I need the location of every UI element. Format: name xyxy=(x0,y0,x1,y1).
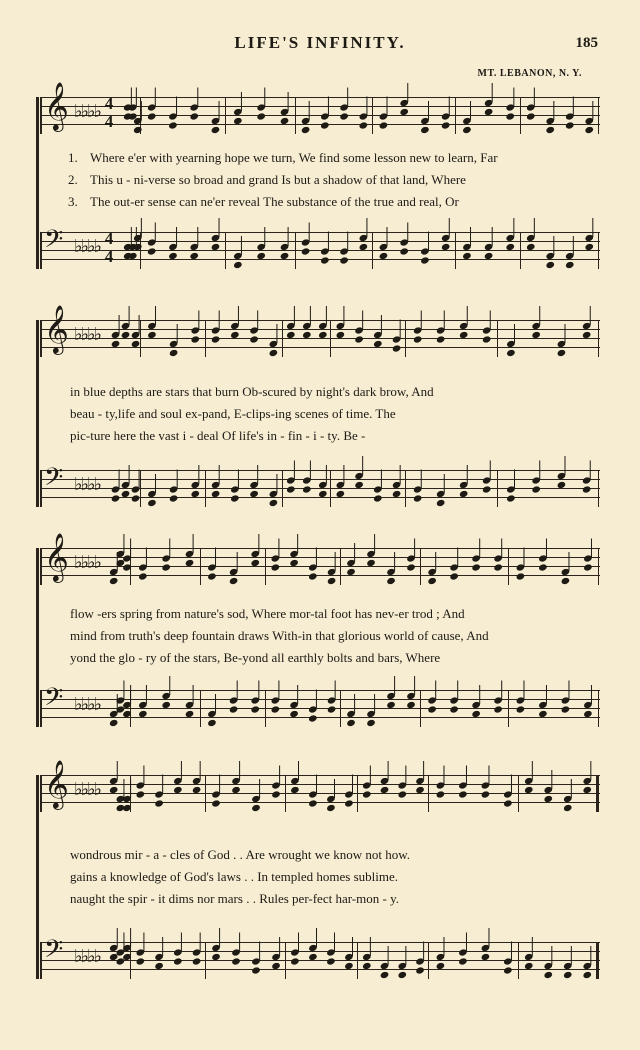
note-head xyxy=(336,490,346,498)
note-head xyxy=(503,966,513,974)
note-head xyxy=(373,494,383,502)
note-head xyxy=(524,786,534,794)
note-head xyxy=(318,331,328,339)
verse-number: 1. xyxy=(68,150,78,165)
note-head xyxy=(111,340,121,348)
note-head xyxy=(516,705,526,713)
note-head xyxy=(185,559,195,567)
note-head xyxy=(189,252,199,260)
time-top: 4 xyxy=(104,94,114,113)
note-head xyxy=(380,786,390,794)
note-head xyxy=(582,786,592,794)
note-head xyxy=(169,494,179,502)
note-head xyxy=(211,243,221,251)
note-head xyxy=(397,971,407,979)
note-head xyxy=(229,705,239,713)
note-head xyxy=(505,112,515,120)
note-head xyxy=(484,108,494,116)
note-head xyxy=(302,331,312,339)
note-head xyxy=(459,490,469,498)
note-head xyxy=(415,966,425,974)
lyric-line xyxy=(70,650,440,666)
note-head xyxy=(481,790,491,798)
note-head xyxy=(271,705,281,713)
lyric-line xyxy=(70,406,396,422)
note-head xyxy=(503,799,513,807)
note-head xyxy=(436,790,446,798)
note-head xyxy=(122,710,132,718)
note-head xyxy=(362,962,372,970)
note-head xyxy=(436,499,446,507)
note-head xyxy=(211,799,221,807)
note-group xyxy=(40,94,600,134)
bass-staff xyxy=(40,225,600,268)
note-group xyxy=(40,229,600,269)
note-head xyxy=(327,577,337,585)
note-head xyxy=(526,243,536,251)
note-head xyxy=(230,494,240,502)
note-head xyxy=(121,331,131,339)
note-head xyxy=(524,962,534,970)
note-head xyxy=(561,577,571,585)
note-head xyxy=(339,112,349,120)
note-head xyxy=(359,121,369,129)
note-head xyxy=(399,108,409,116)
lyric-text: gains a knowledge of God's laws . . In templed homes sublime. xyxy=(70,869,399,884)
note-group xyxy=(40,548,600,585)
lyric-text: Where e'er with yearning hope we turn, We find some lesson new to learn, Far xyxy=(90,150,498,165)
note-head xyxy=(161,563,171,571)
key-signature-flat-icon: ♭♭♭♭ xyxy=(74,779,100,800)
tune-attribution: MT. LEBANON, N. Y. xyxy=(477,68,582,79)
note-head xyxy=(286,485,296,493)
note-head xyxy=(386,577,396,585)
note-head xyxy=(354,335,364,343)
time-top: 4 xyxy=(104,229,114,248)
note-head xyxy=(413,494,423,502)
note-head xyxy=(462,126,472,134)
note-head xyxy=(420,126,430,134)
lyric-line xyxy=(70,891,399,907)
note-head xyxy=(302,485,312,493)
note-head xyxy=(543,795,553,803)
note-head xyxy=(233,117,243,125)
note-head xyxy=(373,340,383,348)
key-signature-flat-icon: ♭♭♭♭ xyxy=(74,236,100,257)
treble-clef-icon: 𝄞 xyxy=(44,532,69,581)
note-head xyxy=(344,962,354,970)
time-bottom: 4 xyxy=(104,247,114,266)
note-head xyxy=(538,563,548,571)
note-head xyxy=(427,705,437,713)
note-head xyxy=(131,340,141,348)
verse-number: 2. xyxy=(68,172,78,187)
note-head xyxy=(406,563,416,571)
note-group xyxy=(40,690,600,727)
note-head xyxy=(583,563,593,571)
note-head xyxy=(122,804,132,812)
note-head xyxy=(557,481,567,489)
treble-staff xyxy=(40,304,600,356)
note-head xyxy=(413,335,423,343)
note-head xyxy=(147,331,157,339)
note-head xyxy=(249,490,259,498)
note-head xyxy=(230,331,240,339)
note-head xyxy=(436,335,446,343)
note-head xyxy=(346,568,356,576)
lyric-text: This u - ni-verse so broad and grand Is but a shadow of that land, Where xyxy=(90,172,466,187)
key-signature-flat-icon: ♭♭♭♭ xyxy=(74,474,100,495)
note-head xyxy=(249,335,259,343)
note-head xyxy=(392,344,402,352)
note-head xyxy=(211,490,221,498)
note-head xyxy=(161,701,171,709)
note-head xyxy=(271,962,281,970)
bass-clef-icon: 𝄢 xyxy=(44,935,64,970)
key-signature-flat-icon: ♭♭♭♭ xyxy=(74,552,100,573)
note-head xyxy=(449,705,459,713)
note-head xyxy=(301,126,311,134)
note-head xyxy=(366,559,376,567)
note-head xyxy=(131,494,141,502)
lyric-text: wondrous mir - a - cles of God . . Are wrought we know not how. xyxy=(70,847,410,862)
note-head xyxy=(286,331,296,339)
note-head xyxy=(379,252,389,260)
note-head xyxy=(109,719,119,727)
note-head xyxy=(379,121,389,129)
verse-number: 3. xyxy=(68,194,78,209)
note-head xyxy=(147,112,157,120)
note-head xyxy=(399,247,409,255)
note-head xyxy=(168,121,178,129)
note-head xyxy=(326,957,336,965)
note-group xyxy=(40,320,600,357)
note-head xyxy=(386,701,396,709)
lyric-line xyxy=(68,172,466,188)
note-head xyxy=(484,252,494,260)
note-head xyxy=(190,490,200,498)
note-head xyxy=(505,243,515,251)
note-head xyxy=(320,256,330,264)
note-head xyxy=(185,710,195,718)
note-head xyxy=(441,121,451,129)
note-head xyxy=(397,790,407,798)
lyric-text: The out-er sense can ne'er reveal The substance of the true and real, Or xyxy=(90,194,459,209)
time-bottom: 4 xyxy=(104,112,114,131)
note-head xyxy=(308,799,318,807)
note-head xyxy=(109,786,119,794)
note-head xyxy=(584,243,594,251)
note-head xyxy=(346,719,356,727)
page-title: LIFE'S INFINITY. xyxy=(234,33,406,52)
note-head xyxy=(561,705,571,713)
bass-staff xyxy=(40,683,600,726)
treble-clef-icon: 𝄞 xyxy=(44,304,69,353)
lyric-text: naught the spir - it dims nor mars . . Rules per-fect har-mon - y. xyxy=(70,891,399,906)
lyric-text: in blue depths are stars that burn Ob-scured by night's dark brow, And xyxy=(70,384,434,399)
note-head xyxy=(147,499,157,507)
note-head xyxy=(380,971,390,979)
note-head xyxy=(493,705,503,713)
note-head xyxy=(289,710,299,718)
note-head xyxy=(289,559,299,567)
note-head xyxy=(308,953,318,961)
key-signature-flat-icon: ♭♭♭♭ xyxy=(74,946,100,967)
note-head xyxy=(471,710,481,718)
note-head xyxy=(133,126,143,134)
note-head xyxy=(359,243,369,251)
note-head xyxy=(543,971,553,979)
note-head xyxy=(169,349,179,357)
lyric-line xyxy=(70,384,434,400)
note-head xyxy=(462,252,472,260)
note-head xyxy=(192,957,202,965)
lyric-line xyxy=(70,847,410,863)
treble-clef-icon: 𝄞 xyxy=(44,81,69,130)
note-head xyxy=(415,786,425,794)
treble-staff xyxy=(40,81,600,133)
note-head xyxy=(354,481,364,489)
lyric-text: flow -ers spring from nature's sod, Where mor-tal foot has nev-er trod ; And xyxy=(70,606,465,621)
lyric-text: yond the glo - ry of the stars, Be-yond all earthly bolts and bars, Where xyxy=(70,650,441,665)
note-head xyxy=(256,252,266,260)
note-head xyxy=(251,804,261,812)
bass-staff xyxy=(40,935,600,978)
page-number: 185 xyxy=(575,35,598,51)
note-head xyxy=(192,786,202,794)
note-head xyxy=(189,112,199,120)
note-head xyxy=(339,256,349,264)
system-brace xyxy=(36,775,39,979)
note-head xyxy=(301,247,311,255)
note-head xyxy=(326,804,336,812)
note-head xyxy=(582,331,592,339)
note-head xyxy=(190,335,200,343)
lyric-line xyxy=(70,606,465,622)
note-head xyxy=(459,331,469,339)
key-signature-flat-icon: ♭♭♭♭ xyxy=(74,101,100,122)
note-head xyxy=(136,790,146,798)
note-head xyxy=(406,701,416,709)
note-head xyxy=(250,559,260,567)
lyric-line xyxy=(68,194,459,210)
note-head xyxy=(441,243,451,251)
note-head xyxy=(458,790,468,798)
treble-staff xyxy=(40,759,600,811)
note-head xyxy=(211,953,221,961)
note-head xyxy=(173,957,183,965)
note-head xyxy=(344,799,354,807)
note-head xyxy=(136,957,146,965)
note-head xyxy=(565,261,575,269)
bass-clef-icon: 𝄢 xyxy=(44,683,64,718)
note-head xyxy=(327,705,337,713)
note-head xyxy=(269,499,279,507)
note-head xyxy=(436,962,446,970)
note-head xyxy=(147,247,157,255)
note-head xyxy=(582,485,592,493)
note-head xyxy=(211,126,221,134)
key-signature-flat-icon: ♭♭♭♭ xyxy=(74,324,100,345)
note-head xyxy=(251,966,261,974)
note-head xyxy=(320,121,330,129)
key-signature-flat-icon: ♭♭♭♭ xyxy=(74,694,100,715)
note-head xyxy=(211,335,221,343)
treble-clef-icon: 𝄞 xyxy=(44,759,69,808)
system-brace xyxy=(36,97,39,269)
lyric-text: mind from truth's deep fountain draws With-in that glorious world of cause, And xyxy=(70,628,489,643)
note-head xyxy=(563,804,573,812)
note-head xyxy=(506,349,516,357)
note-head xyxy=(449,572,459,580)
note-head xyxy=(545,261,555,269)
note-head xyxy=(526,112,536,120)
note-head xyxy=(362,790,372,798)
note-head xyxy=(336,331,346,339)
note-head xyxy=(207,719,217,727)
note-head xyxy=(308,572,318,580)
note-head xyxy=(366,719,376,727)
lyric-text: beau - ty,life and soul ex-pand, E-clips-ing scenes of time. The xyxy=(70,406,396,421)
note-head xyxy=(482,335,492,343)
note-head xyxy=(271,790,281,798)
note-head xyxy=(173,786,183,794)
note-head xyxy=(138,572,148,580)
note-head xyxy=(557,349,567,357)
note-head xyxy=(493,563,503,571)
lyric-text: pic-ture here the vast i - deal Of life's in - fin - i - ty. Be - xyxy=(70,428,366,443)
note-head xyxy=(290,957,300,965)
note-head xyxy=(280,117,290,125)
note-head xyxy=(584,126,594,134)
note-head xyxy=(233,261,243,269)
note-group xyxy=(40,775,600,812)
note-head xyxy=(545,126,555,134)
note-head xyxy=(154,799,164,807)
note-head xyxy=(538,710,548,718)
note-head xyxy=(420,256,430,264)
note-head xyxy=(318,490,328,498)
note-head xyxy=(229,577,239,585)
bass-staff xyxy=(40,463,600,506)
note-head xyxy=(565,121,575,129)
note-head xyxy=(458,957,468,965)
lyric-line xyxy=(70,628,489,644)
note-head xyxy=(506,494,516,502)
note-head xyxy=(250,705,260,713)
note-head xyxy=(271,563,281,571)
note-head xyxy=(111,494,121,502)
note-head xyxy=(471,563,481,571)
note-head xyxy=(583,710,593,718)
bass-clef-icon: 𝄢 xyxy=(44,463,64,498)
note-group xyxy=(40,942,600,979)
note-head xyxy=(138,710,148,718)
note-head xyxy=(482,485,492,493)
note-head xyxy=(481,953,491,961)
note-group xyxy=(40,470,600,507)
note-head xyxy=(392,490,402,498)
lyric-line xyxy=(70,869,398,885)
note-head xyxy=(122,563,132,571)
lyric-line xyxy=(70,428,365,444)
note-head xyxy=(427,577,437,585)
note-head xyxy=(582,971,592,979)
system-brace xyxy=(36,548,39,727)
note-head xyxy=(207,572,217,580)
lyric-line xyxy=(68,150,498,166)
note-head xyxy=(109,577,119,585)
note-head xyxy=(256,112,266,120)
system-brace xyxy=(36,320,39,507)
note-head xyxy=(531,485,541,493)
note-head xyxy=(280,252,290,260)
treble-staff xyxy=(40,532,600,584)
note-head xyxy=(231,786,241,794)
note-head xyxy=(563,971,573,979)
note-head xyxy=(308,714,318,722)
note-head xyxy=(154,962,164,970)
bass-clef-icon: 𝄢 xyxy=(44,225,64,260)
note-head xyxy=(290,786,300,794)
note-head xyxy=(531,331,541,339)
note-head xyxy=(121,490,131,498)
note-head xyxy=(168,252,178,260)
note-head xyxy=(516,572,526,580)
note-head xyxy=(231,957,241,965)
note-head xyxy=(269,349,279,357)
